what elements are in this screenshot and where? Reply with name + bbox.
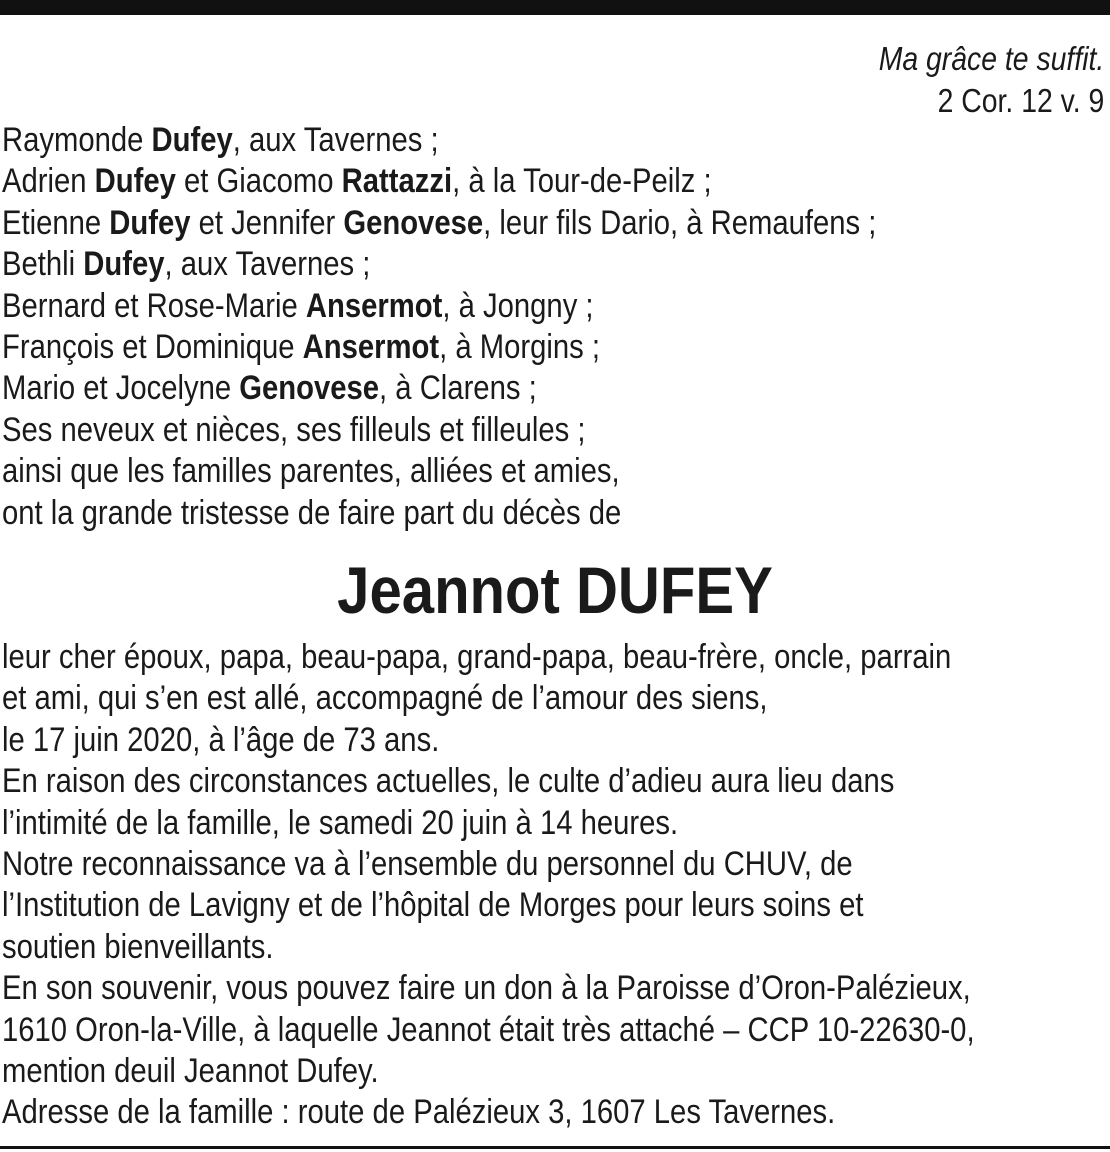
obituary-body	[2, 637, 975, 1134]
body-line: l’Institution de Lavigny et de l’hôpital de Morges pour leurs soins et	[2, 886, 864, 925]
family-line: François et Dominique Ansermot, à Morgins ;	[2, 327, 601, 366]
verse-quote: Ma grâce te suffit.	[878, 40, 1104, 77]
family-line: Adrien Dufey et Giacomo Rattazzi, à la Tour-de-Peilz ;	[2, 162, 712, 201]
bottom-border-rule	[0, 1146, 1110, 1149]
body-line: 1610 Oron-la-Ville, à laquelle Jeannot était très attaché – CCP 10-22630-0,	[2, 1010, 975, 1049]
family-line: Bernard et Rose-Marie Ansermot, à Jongny ;	[2, 286, 594, 325]
family-line: Mario et Jocelyne Genovese, à Clarens ;	[2, 369, 537, 408]
deceased-name: Jeannot DUFEY	[337, 553, 773, 627]
body-line: mention deuil Jeannot Dufey.	[2, 1051, 379, 1090]
top-border-bar	[0, 0, 1110, 15]
body-line: Notre reconnaissance va à l’ensemble du personnel du CHUV, de	[2, 844, 853, 883]
body-line: En raison des circonstances actuelles, le culte d’adieu aura lieu dans	[2, 762, 895, 801]
bible-verse	[878, 38, 1104, 122]
body-line: leur cher époux, papa, beau-papa, grand-papa, beau-frère, oncle, parrain	[2, 638, 952, 676]
family-line: Ses neveux et nièces, ses filleuls et filleules ;	[2, 410, 586, 449]
family-address-line: Adresse de la famille : route de Palézieux 3, 1607 Les Tavernes.	[2, 1093, 836, 1132]
verse-reference: 2 Cor. 12 v. 9	[937, 82, 1104, 119]
body-line: le 17 juin 2020, à l’âge de 73 ans.	[2, 720, 440, 759]
mourning-family-list	[2, 120, 876, 534]
body-line: En son souvenir, vous pouvez faire un don à la Paroisse d’Oron-Palézieux,	[2, 969, 971, 1008]
body-line: soutien bienveillants.	[2, 927, 274, 966]
family-line: Raymonde Dufey, aux Tavernes ;	[2, 121, 439, 159]
announcement-line: ont la grande tristesse de faire part du décès de	[2, 493, 622, 532]
body-line: l’intimité de la famille, le samedi 20 juin à 14 heures.	[2, 803, 679, 842]
family-line: Bethli Dufey, aux Tavernes ;	[2, 245, 371, 284]
family-line: ainsi que les familles parentes, alliées et amies,	[2, 452, 620, 491]
family-line: Etienne Dufey et Jennifer Genovese, leur fils Dario, à Remaufens ;	[2, 203, 877, 242]
body-line: et ami, qui s’en est allé, accompagné de l’amour des siens,	[2, 679, 768, 718]
